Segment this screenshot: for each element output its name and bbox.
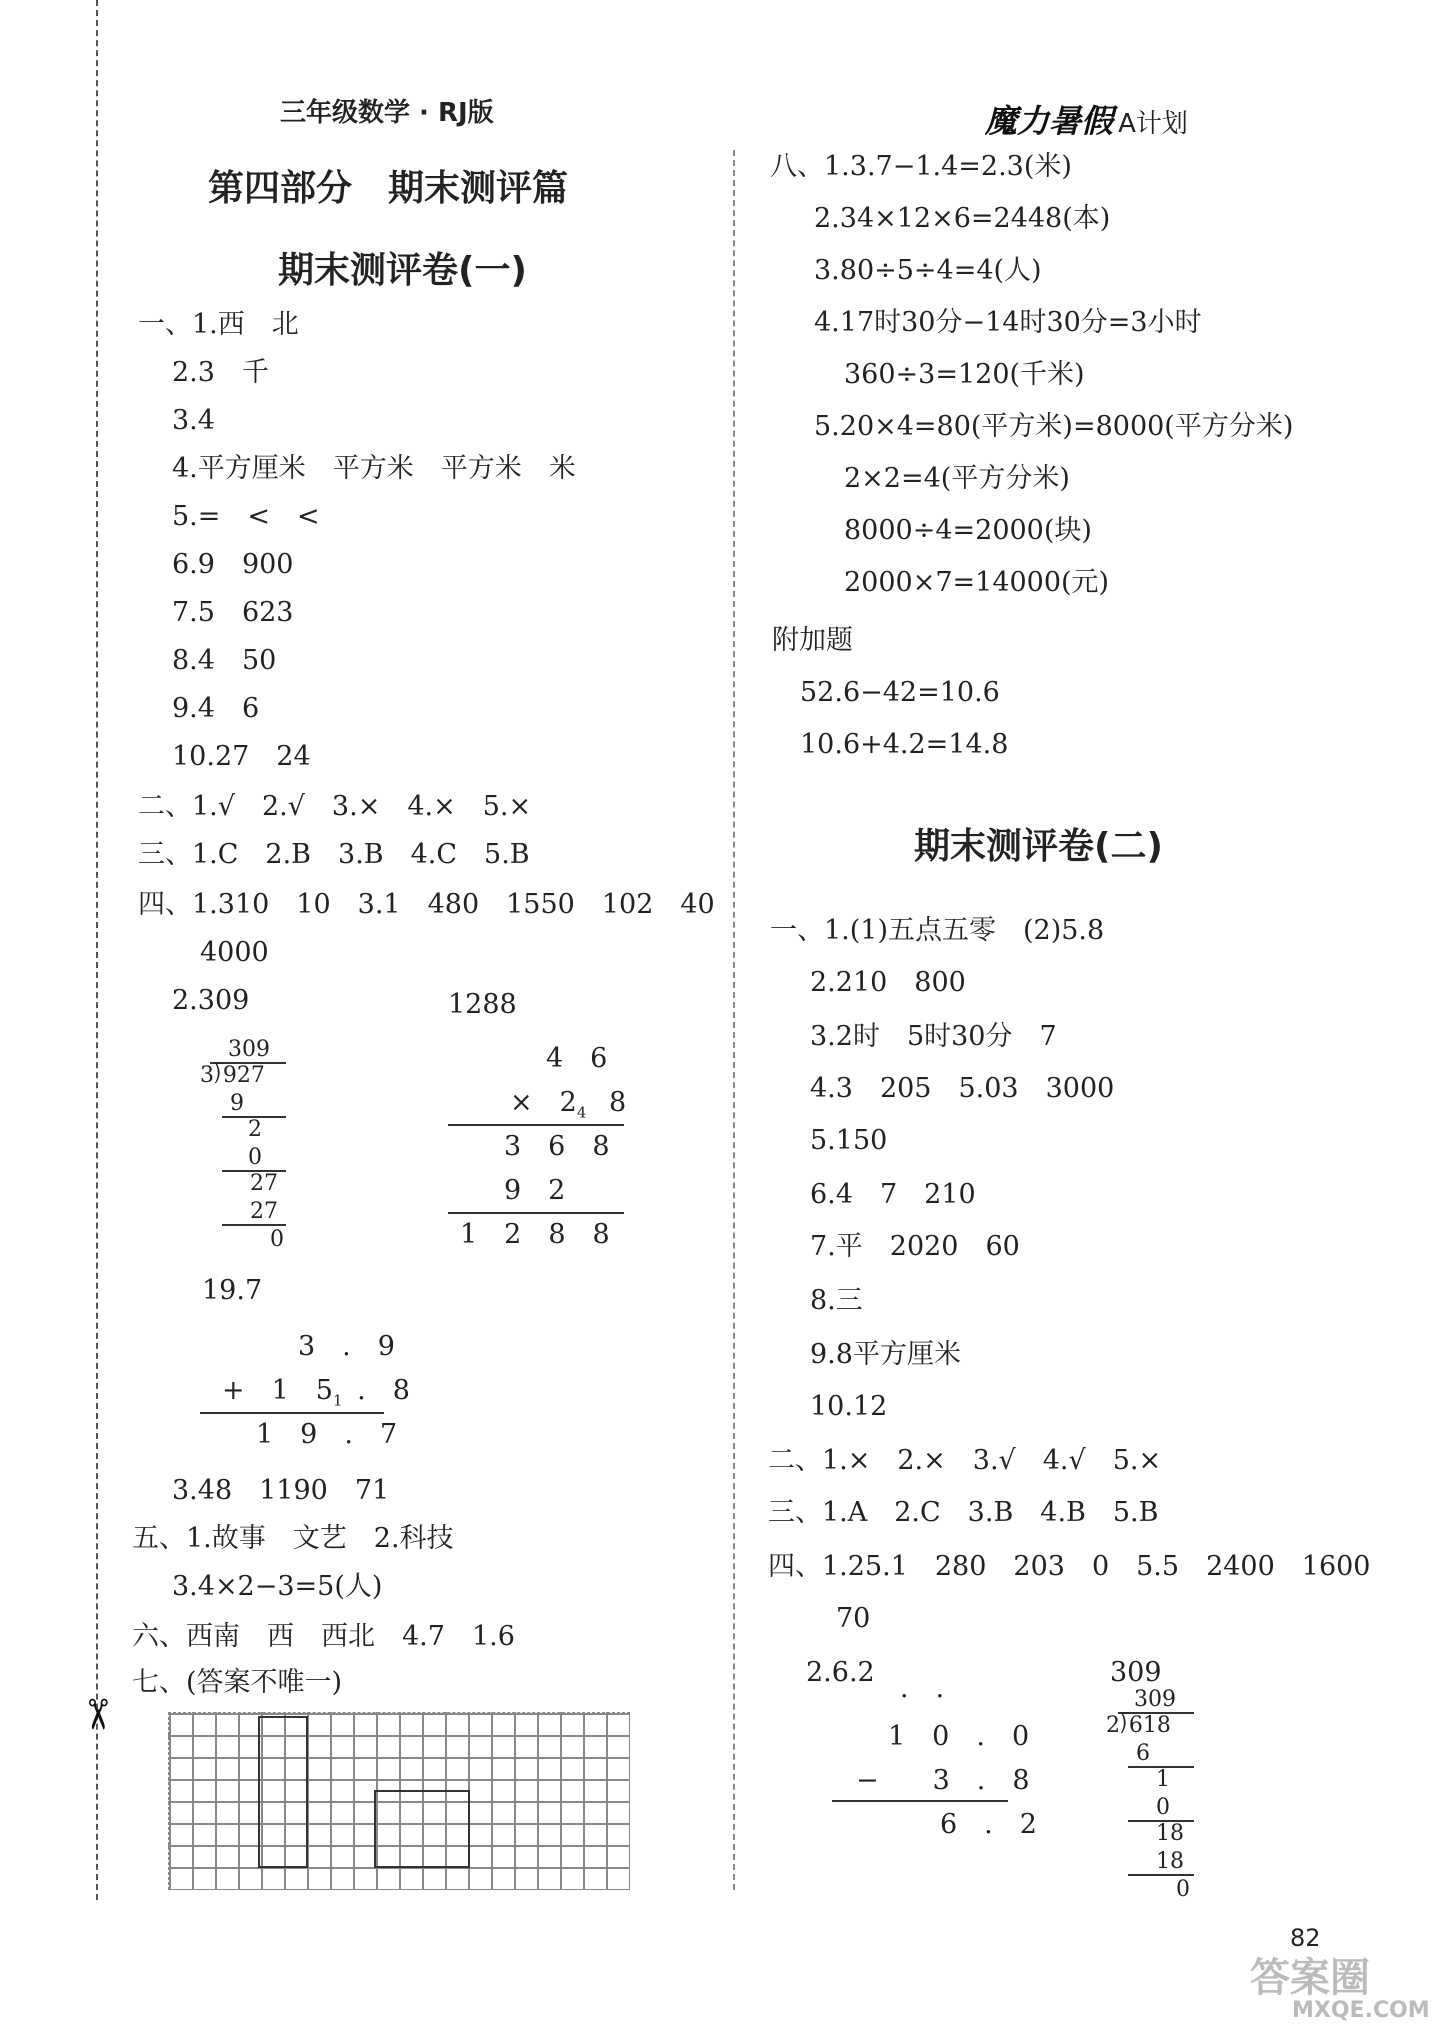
add1-carry: 1 <box>332 1391 343 1410</box>
mul1-rule-2 <box>448 1212 624 1214</box>
header-brand <box>985 96 1188 142</box>
sub1-dots: · · <box>900 1681 945 1712</box>
r-s1-item-5: 5.150 <box>810 1125 888 1156</box>
exam-title-1: 期末测评卷(一) <box>278 250 527 291</box>
mul1-carry: 4 <box>576 1103 587 1122</box>
add1-rule <box>200 1412 384 1414</box>
div1-step-6: 0 <box>270 1227 284 1252</box>
add1-op: + 1 5 <box>222 1375 333 1406</box>
page-number: 82 <box>1290 1924 1321 1952</box>
div1-step-4: 27 <box>250 1171 278 1196</box>
extra-title: 附加题 <box>772 625 853 656</box>
s1-item-5: 5.= < < <box>172 501 320 532</box>
grid-rectangle-tall <box>258 1716 308 1868</box>
r-s4-line-2: 70 <box>836 1603 871 1634</box>
s3-answers: 三、1.C 2.B 3.B 4.C 5.B <box>138 839 530 870</box>
div2-step-1: 6 <box>1136 1741 1150 1766</box>
r-s1-item-8: 8.三 <box>810 1285 863 1316</box>
add1-sum: 1 9 . 7 <box>256 1419 398 1450</box>
extra-line-1: 52.6−42=10.6 <box>800 677 1000 708</box>
s8-line-8: 8000÷4=2000(块) <box>844 515 1092 546</box>
s4-line-1: 四、1.310 10 3.1 480 1550 102 40 <box>138 889 715 920</box>
add1-row-b <box>222 1374 410 1417</box>
div1-dividend: 3⟌927 <box>200 1063 265 1088</box>
r-s4-item-2: 2.6.2 <box>806 1657 875 1688</box>
header-subject: 三年级数学 · RJ版 <box>280 98 494 128</box>
div2-step-2: 1 <box>1156 1767 1170 1792</box>
s4-item-2-right: 1288 <box>448 989 517 1020</box>
r-s1-item-4: 4.3 205 5.03 3000 <box>810 1073 1115 1104</box>
cut-line <box>96 0 98 1900</box>
s8-line-1: 八、1.3.7−1.4=2.3(米) <box>770 151 1072 182</box>
div2-step-5: 18 <box>1156 1849 1184 1874</box>
brand-title: 魔力暑假 <box>985 102 1114 140</box>
part-title: 第四部分 期末测评篇 <box>208 168 569 209</box>
r-s1-item-6: 6.4 7 210 <box>810 1179 976 1210</box>
r-s1-item-7: 7.平 2020 60 <box>810 1231 1020 1262</box>
s5-line-1: 五、1.故事 文艺 2.科技 <box>132 1523 454 1554</box>
s8-line-9: 2000×7=14000(元) <box>844 567 1110 598</box>
s8-line-5: 360÷3=120(千米) <box>844 359 1085 390</box>
s8-line-4: 4.17时30分−14时30分=3小时 <box>814 307 1202 338</box>
s8-line-2: 2.34×12×6=2448(本) <box>814 203 1111 234</box>
div2-dividend: 2⟌618 <box>1106 1713 1171 1738</box>
s4-line-2: 4000 <box>200 937 269 968</box>
r-s2-answers: 二、1.× 2.× 3.√ 4.√ 5.× <box>768 1445 1162 1476</box>
r-s3-answers: 三、1.A 2.C 3.B 4.B 5.B <box>768 1497 1159 1528</box>
div1-step-2: 2 <box>248 1117 262 1142</box>
div2-quotient: 309 <box>1134 1687 1176 1712</box>
mul1-product: 1 2 8 8 <box>460 1219 610 1250</box>
s8-line-7: 2×2=4(平方分米) <box>844 463 1070 494</box>
div1-quotient: 309 <box>228 1037 270 1062</box>
s1-item-2: 2.3 千 <box>172 357 269 388</box>
mul1-digit: 8 <box>608 1087 627 1118</box>
grid-rectangle-square <box>374 1790 470 1868</box>
s4-item-3: 3.48 1190 71 <box>172 1475 390 1506</box>
s6-answers: 六、西南 西 西北 4.7 1.6 <box>132 1621 515 1652</box>
s1-item-10: 10.27 24 <box>172 741 311 772</box>
s8-line-3: 3.80÷5÷4=4(人) <box>814 255 1042 286</box>
add-label: 19.7 <box>202 1275 263 1306</box>
div2-step-4: 18 <box>1156 1821 1184 1846</box>
mul1-row-a: 4 6 <box>546 1043 608 1074</box>
r-s1-item-9: 9.8平方厘米 <box>810 1339 961 1370</box>
sub1-result: 6 . 2 <box>940 1809 1037 1840</box>
s8-line-6: 5.20×4=80(平方米)=8000(平方分米) <box>814 411 1294 442</box>
div1-step-1: 9 <box>230 1091 244 1116</box>
r-s1-item-3: 3.2时 5时30分 7 <box>810 1021 1057 1052</box>
scissors-icon: ✂ <box>73 1696 123 1733</box>
column-divider <box>733 150 735 1890</box>
extra-line-2: 10.6+4.2=14.8 <box>800 729 1009 760</box>
s7-title: 七、(答案不唯一) <box>132 1667 343 1698</box>
sub1-row-a: 1 0 . 0 <box>888 1721 1030 1752</box>
mul1-partial-2: 9 2 <box>504 1175 566 1206</box>
r-s1-item-10: 10.12 <box>810 1391 888 1422</box>
add1-digits: . 8 <box>357 1375 410 1406</box>
mul1-op: × 2 <box>510 1087 577 1118</box>
s5-line-2: 3.4×2−3=5(人) <box>172 1571 383 1602</box>
s1-item-9: 9.4 6 <box>172 693 260 724</box>
r-s1-item-2: 2.210 800 <box>810 967 966 998</box>
watermark-url: MXQE.COM <box>1292 1998 1430 2023</box>
sub1-rule <box>832 1800 1008 1802</box>
div2-step-6: 0 <box>1176 1877 1190 1902</box>
s1-item-6: 6.9 900 <box>172 549 294 580</box>
mul1-partial-1: 3 6 8 <box>504 1131 610 1162</box>
s1-item-8: 8.4 50 <box>172 645 277 676</box>
s1-item-7: 7.5 623 <box>172 597 294 628</box>
div2-step-3: 0 <box>1156 1795 1170 1820</box>
s1-item-4: 4.平方厘米 平方米 平方米 米 <box>172 453 576 484</box>
r-s1-item-1: 一、1.(1)五点五零 (2)5.8 <box>770 915 1105 946</box>
watermark-logo: 答案圈 <box>1250 1955 1370 2001</box>
s4-item-2: 2.309 <box>172 985 250 1016</box>
mul1-rule-1 <box>448 1124 624 1126</box>
r-s4-line-1: 四、1.25.1 280 203 0 5.5 2400 1600 <box>768 1551 1371 1582</box>
r-s4-item-2-right: 309 <box>1110 1657 1162 1688</box>
brand-suffix: A计划 <box>1118 109 1188 139</box>
s1-item-3: 3.4 <box>172 405 215 436</box>
mul1-row-b <box>510 1086 626 1129</box>
div1-step-5: 27 <box>250 1199 278 1224</box>
exam-title-2: 期末测评卷(二) <box>914 826 1163 867</box>
add1-row-a: 3 . 9 <box>298 1331 395 1362</box>
sub1-row-b: − 3 . 8 <box>856 1765 1030 1796</box>
s1-item-1: 一、1.西 北 <box>138 309 299 340</box>
div1-step-3: 0 <box>248 1145 262 1170</box>
s2-answers: 二、1.√ 2.√ 3.× 4.× 5.× <box>138 791 532 822</box>
